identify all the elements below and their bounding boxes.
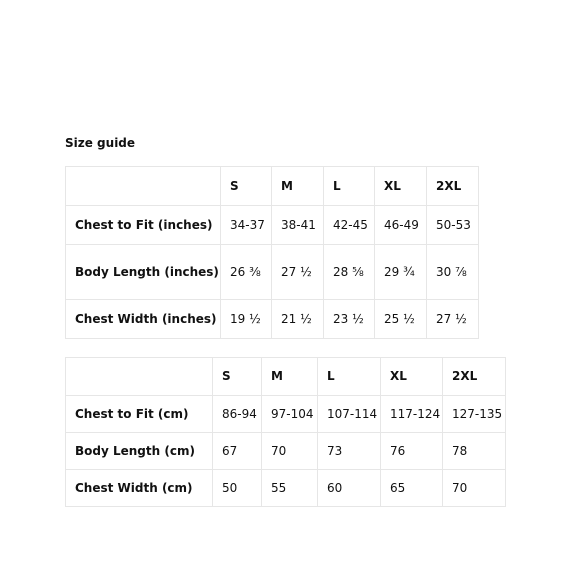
table-cell: 127-135 [443, 396, 506, 433]
table-cell: 117-124 [381, 396, 443, 433]
row-label: Chest Width (cm) [66, 470, 213, 507]
table-cell: 19 ½ [221, 300, 272, 339]
table-cell: 86-94 [213, 396, 262, 433]
table-cell: 97-104 [262, 396, 318, 433]
table-cell: 50-53 [427, 206, 479, 245]
table-cell: 55 [262, 470, 318, 507]
table-cell: 76 [381, 433, 443, 470]
table-row [66, 245, 479, 300]
table-row [66, 206, 479, 245]
table-row [66, 433, 506, 470]
table-cell: 107-114 [318, 396, 381, 433]
table-cell: 23 ½ [324, 300, 375, 339]
header-empty-cell [66, 358, 213, 396]
header-empty-cell [66, 167, 221, 206]
table-cell: 27 ½ [427, 300, 479, 339]
size-header-xl: XL [381, 358, 443, 396]
table-cell: 34-37 [221, 206, 272, 245]
table-row [66, 300, 479, 339]
table-row [66, 470, 506, 507]
size-header-s: S [221, 167, 272, 206]
table-cell: 25 ½ [375, 300, 427, 339]
table-cell: 73 [318, 433, 381, 470]
table-cell: 30 ⅞ [427, 245, 479, 300]
table-cell: 50 [213, 470, 262, 507]
table-header-row [66, 167, 479, 206]
table-cell: 38-41 [272, 206, 324, 245]
size-header-l: L [324, 167, 375, 206]
table-row [66, 396, 506, 433]
size-header-m: M [272, 167, 324, 206]
row-label: Chest to Fit (cm) [66, 396, 213, 433]
table-cell: 21 ½ [272, 300, 324, 339]
table-header-row [66, 358, 506, 396]
table-cell: 70 [443, 470, 506, 507]
table-cell: 67 [213, 433, 262, 470]
size-header-m: M [262, 358, 318, 396]
row-label: Chest Width (inches) [66, 300, 221, 339]
row-label: Body Length (cm) [66, 433, 213, 470]
size-header-xl: XL [375, 167, 427, 206]
size-header-2xl: 2XL [427, 167, 479, 206]
table-cell: 42-45 [324, 206, 375, 245]
table-cell: 27 ½ [272, 245, 324, 300]
row-label: Body Length (inches) [66, 245, 221, 300]
table-cell: 26 ⅜ [221, 245, 272, 300]
table-cell: 70 [262, 433, 318, 470]
size-table-inches [65, 166, 479, 339]
size-header-2xl: 2XL [443, 358, 506, 396]
size-header-l: L [318, 358, 381, 396]
table-cell: 65 [381, 470, 443, 507]
table-cell: 78 [443, 433, 506, 470]
row-label: Chest to Fit (inches) [66, 206, 221, 245]
table-cell: 46-49 [375, 206, 427, 245]
size-table-cm [65, 357, 506, 507]
table-cell: 60 [318, 470, 381, 507]
table-cell: 28 ⅝ [324, 245, 375, 300]
page-title: Size guide [65, 136, 136, 150]
table-cell: 29 ¾ [375, 245, 427, 300]
size-header-s: S [213, 358, 262, 396]
